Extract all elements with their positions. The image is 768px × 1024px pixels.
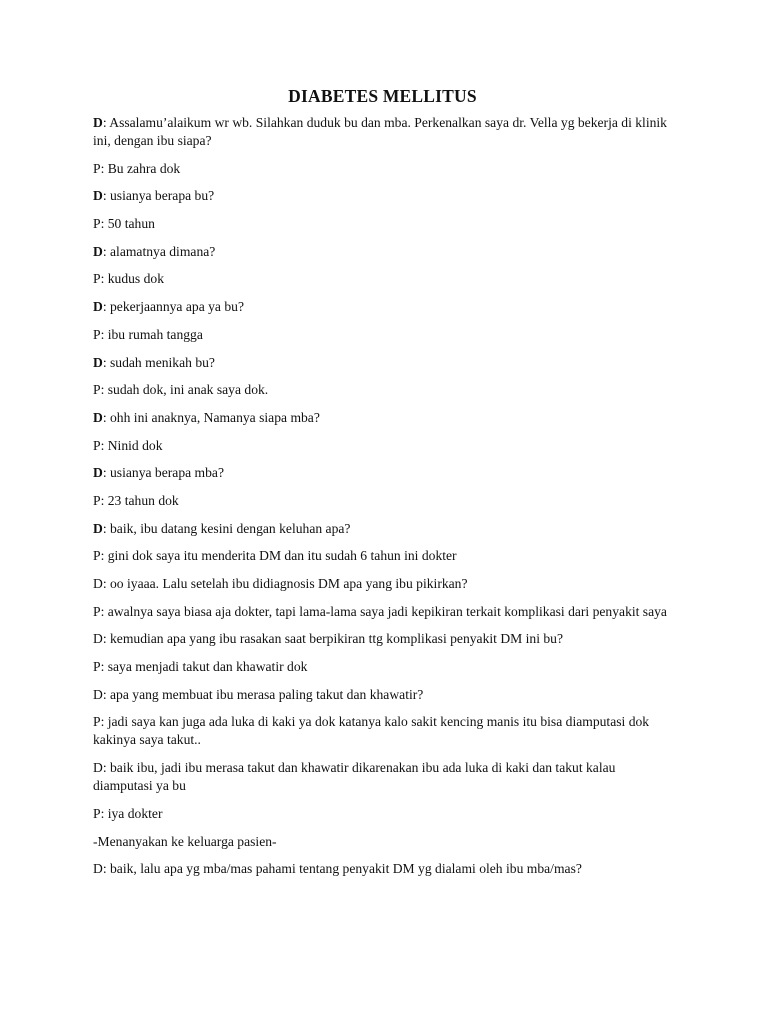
doctor-line	[93, 759, 668, 795]
speaker-label: P	[93, 271, 101, 287]
line-text: : Bu zahra dok	[100, 160, 181, 176]
line-text: : baik, ibu datang kesini dengan keluhan apa?	[102, 520, 351, 536]
speaker-label: P	[93, 659, 101, 675]
document-title: DIABETES MELLITUS	[288, 86, 477, 106]
doctor-line	[93, 409, 668, 427]
speaker-label: D	[93, 243, 103, 259]
doctor-line	[93, 520, 668, 538]
doctor-line	[93, 686, 668, 704]
narration-line	[93, 833, 668, 851]
speaker-label: P	[93, 805, 101, 821]
speaker-label: P	[93, 216, 101, 232]
speaker-label: D	[93, 576, 103, 591]
speaker-label: D	[93, 631, 103, 647]
patient-line	[93, 547, 668, 565]
line-text: : saya menjadi takut dan khawatir dok	[100, 659, 308, 675]
speaker-label: D	[93, 760, 103, 776]
doctor-line	[93, 630, 668, 648]
speaker-label: D	[93, 686, 103, 702]
line-text: : alamatnya dimana?	[102, 243, 216, 259]
speaker-label: P	[93, 548, 101, 564]
line-text: : pekerjaannya apa ya bu?	[102, 299, 244, 315]
speaker-label: D	[93, 465, 103, 481]
patient-line	[93, 381, 668, 399]
line-text: : usianya berapa mba?	[102, 465, 224, 481]
line-text: -Menanyakan ke keluarga pasien-	[93, 833, 277, 849]
line-text: : iya dokter	[100, 805, 163, 821]
doctor-line	[93, 354, 668, 372]
line-text: : usianya berapa bu?	[102, 188, 215, 204]
speaker-label: P	[93, 326, 101, 342]
line-text: : kemudian apa yang ibu rasakan saat berpikiran ttg komplikasi penyakit DM ini bu?	[102, 631, 564, 647]
speaker-label: P	[93, 160, 101, 176]
speaker-label: P	[93, 382, 101, 398]
doctor-line	[93, 298, 668, 316]
line-text: : awalnya saya biasa aja dokter, tapi lama-lama saya jadi kepikiran terkait komplikasi dari penyakit saya	[100, 603, 667, 619]
line-text: : kudus dok	[100, 271, 165, 287]
line-text: : apa yang membuat ibu merasa paling takut dan khawatir?	[102, 686, 424, 702]
patient-line	[93, 805, 668, 823]
patient-line	[93, 270, 668, 288]
speaker-label: D	[93, 354, 103, 370]
speaker-label: D	[93, 299, 103, 315]
doctor-line	[93, 114, 668, 150]
line-text: : oo iyaaa. Lalu setelah ibu didiagnosis DM apa yang ibu pikirkan?	[102, 576, 468, 591]
patient-line	[93, 658, 668, 676]
patient-line	[93, 215, 668, 233]
doctor-line	[93, 187, 668, 205]
patient-line	[93, 603, 668, 621]
speaker-label: P	[93, 714, 101, 730]
speaker-label: D	[93, 409, 103, 425]
speaker-label: D	[93, 520, 103, 536]
patient-line	[93, 437, 668, 455]
line-text: : gini dok saya itu menderita DM dan itu sudah 6 tahun ini dokter	[100, 548, 457, 564]
dialogue-body	[93, 114, 668, 878]
line-text: : Ninid dok	[100, 437, 163, 453]
line-text: : baik, lalu apa yg mba/mas pahami tentang penyakit DM yg dialami oleh ibu mba/mas?	[102, 861, 582, 877]
doctor-line	[93, 860, 668, 878]
patient-line	[93, 326, 668, 344]
line-text: : ibu rumah tangga	[100, 326, 203, 342]
line-text: : Assalamu’alaikum wr wb. Silahkan duduk bu dan mba. Perkenalkan saya dr. Vella yg bekerja di klinik ini, dengan ibu siapa?	[93, 115, 667, 148]
speaker-label: P	[93, 437, 101, 453]
line-text: : sudah menikah bu?	[102, 354, 215, 370]
patient-line	[93, 713, 668, 749]
patient-line	[93, 492, 668, 510]
doctor-line	[93, 575, 668, 593]
speaker-label: D	[93, 188, 103, 204]
line-text: : 23 tahun dok	[100, 492, 179, 508]
line-text: : sudah dok, ini anak saya dok.	[100, 382, 269, 398]
line-text: : 50 tahun	[100, 216, 155, 232]
speaker-label: D	[93, 115, 103, 130]
line-text: : ohh ini anaknya, Namanya siapa mba?	[102, 409, 320, 425]
speaker-label: P	[93, 492, 101, 508]
line-text: : jadi saya kan juga ada luka di kaki ya dok katanya kalo sakit kencing manis itu bisa diamputasi dok kakinya saya takut..	[93, 714, 650, 748]
doctor-line	[93, 464, 668, 482]
speaker-label: P	[93, 603, 101, 619]
line-text: : baik ibu, jadi ibu merasa takut dan khawatir dikarenakan ibu ada luka di kaki dan takut kalau diamputasi ya bu	[93, 760, 616, 794]
speaker-label: D	[93, 861, 103, 877]
doctor-line	[93, 243, 668, 261]
patient-line	[93, 160, 668, 178]
